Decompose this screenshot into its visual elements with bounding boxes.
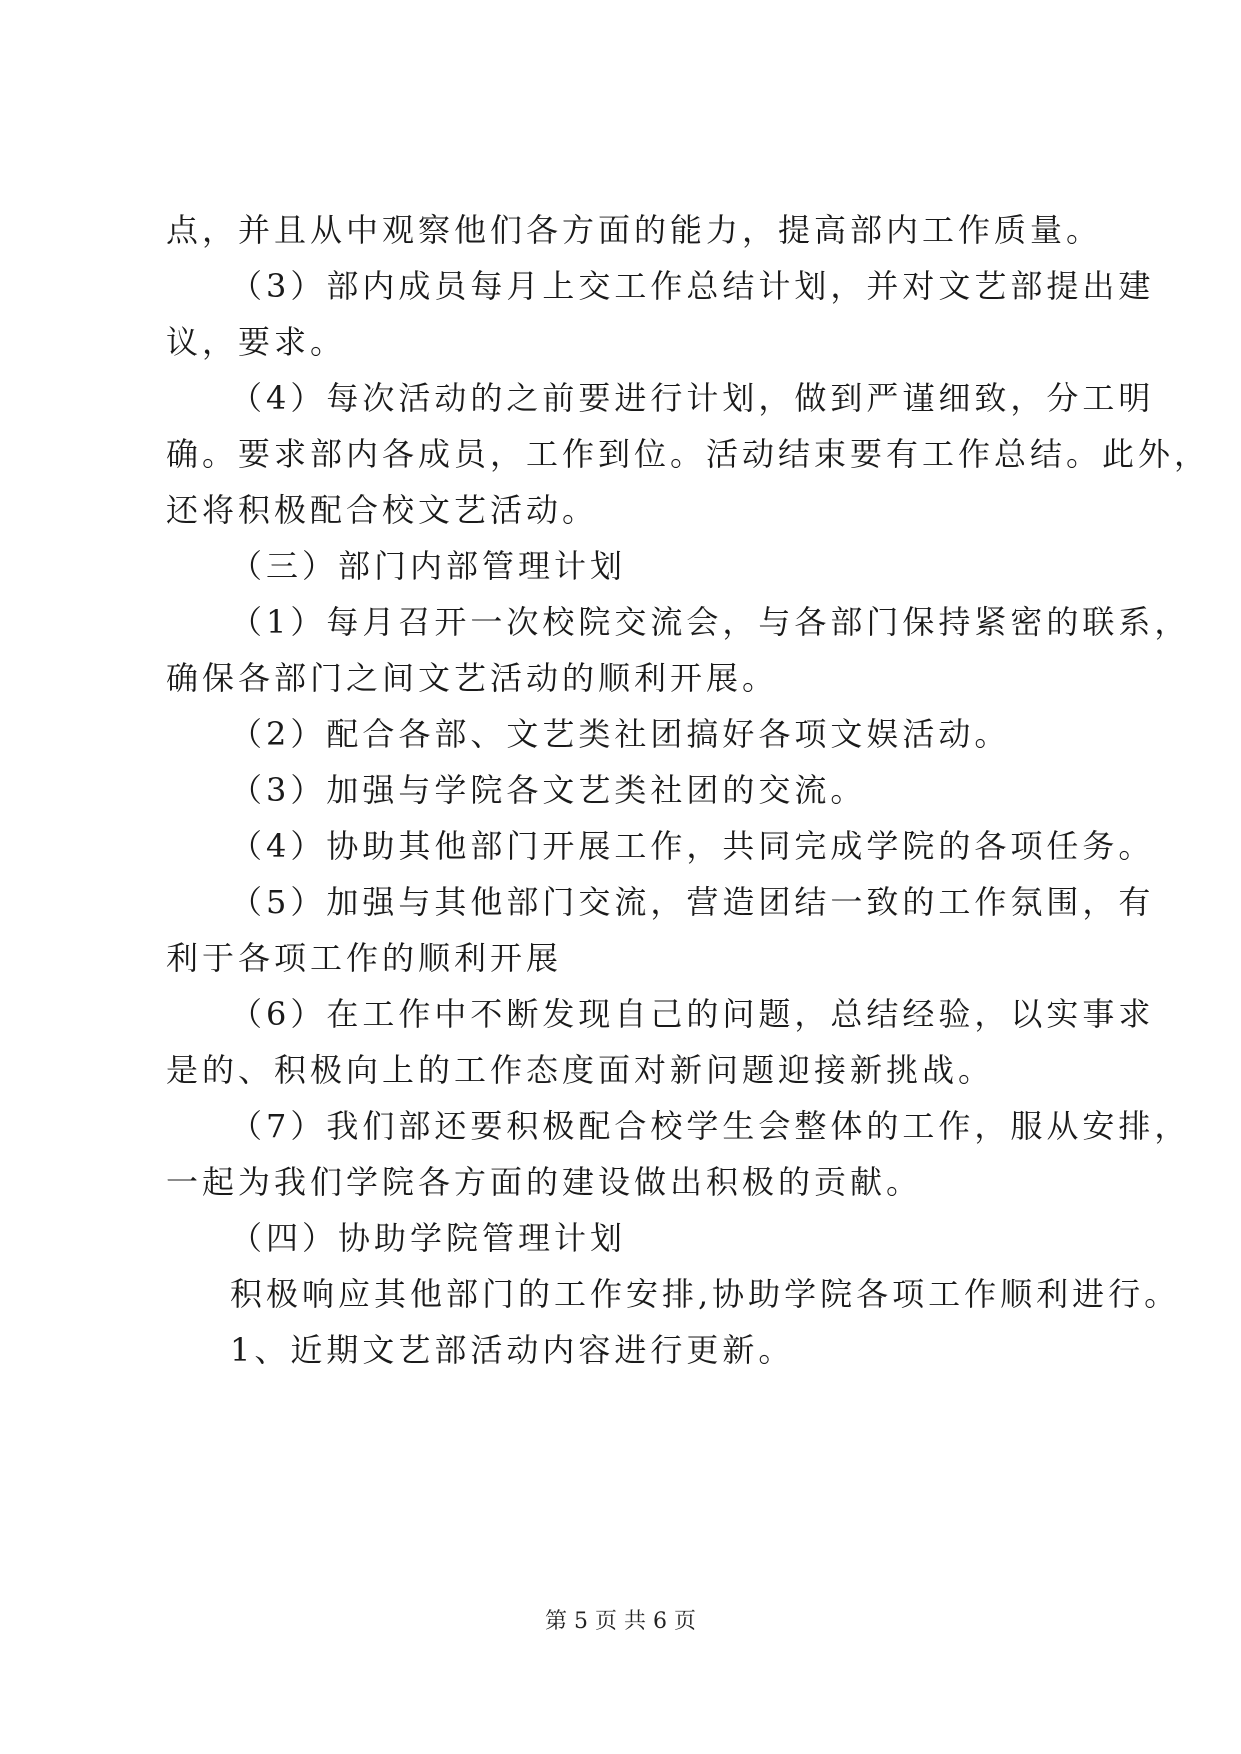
body-line: （4）每次活动的之前要进行计划，做到严谨细致，分工明 — [230, 379, 1155, 417]
body-line: 积极响应其他部门的工作安排,协助学院各项工作顺利进行。 — [230, 1275, 1181, 1313]
body-line: 利于各项工作的顺利开展 — [166, 939, 563, 977]
body-line: 1、近期文艺部活动内容进行更新。 — [230, 1331, 795, 1369]
body-line: 还将积极配合校文艺活动。 — [166, 491, 599, 529]
body-line: （1）每月召开一次校院交流会，与各部门保持紧密的联系， — [230, 603, 1191, 641]
body-line: 是的、积极向上的工作态度面对新问题迎接新挑战。 — [166, 1051, 995, 1089]
body-line: （2）配合各部、文艺类社团搞好各项文娱活动。 — [230, 715, 1011, 753]
body-line: （5）加强与其他部门交流，营造团结一致的工作氛围，有 — [230, 883, 1155, 921]
body-line: （6）在工作中不断发现自己的问题，总结经验，以实事求 — [230, 995, 1155, 1033]
section-heading: （四）协助学院管理计划 — [230, 1219, 627, 1257]
body-line: 一起为我们学院各方面的建设做出积极的贡献。 — [166, 1163, 923, 1201]
section-heading: （三）部门内部管理计划 — [230, 547, 627, 585]
body-line: （3）部内成员每月上交工作总结计划，并对文艺部提出建 — [230, 267, 1155, 305]
body-line: 确。要求部内各成员，工作到位。活动结束要有工作总结。此外， — [166, 435, 1211, 473]
body-line: （3）加强与学院各文艺类社团的交流。 — [230, 771, 867, 809]
body-line: 确保各部门之间文艺活动的顺利开展。 — [166, 659, 779, 697]
body-line: （7）我们部还要积极配合校学生会整体的工作，服从安排， — [230, 1107, 1191, 1145]
body-line: 点，并且从中观察他们各方面的能力，提高部内工作质量。 — [166, 211, 1103, 249]
body-line: （4）协助其他部门开展工作，共同完成学院的各项任务。 — [230, 827, 1155, 865]
page-number-footer: 第 5 页 共 6 页 — [545, 1609, 696, 1634]
body-line: 议，要求。 — [166, 323, 347, 361]
